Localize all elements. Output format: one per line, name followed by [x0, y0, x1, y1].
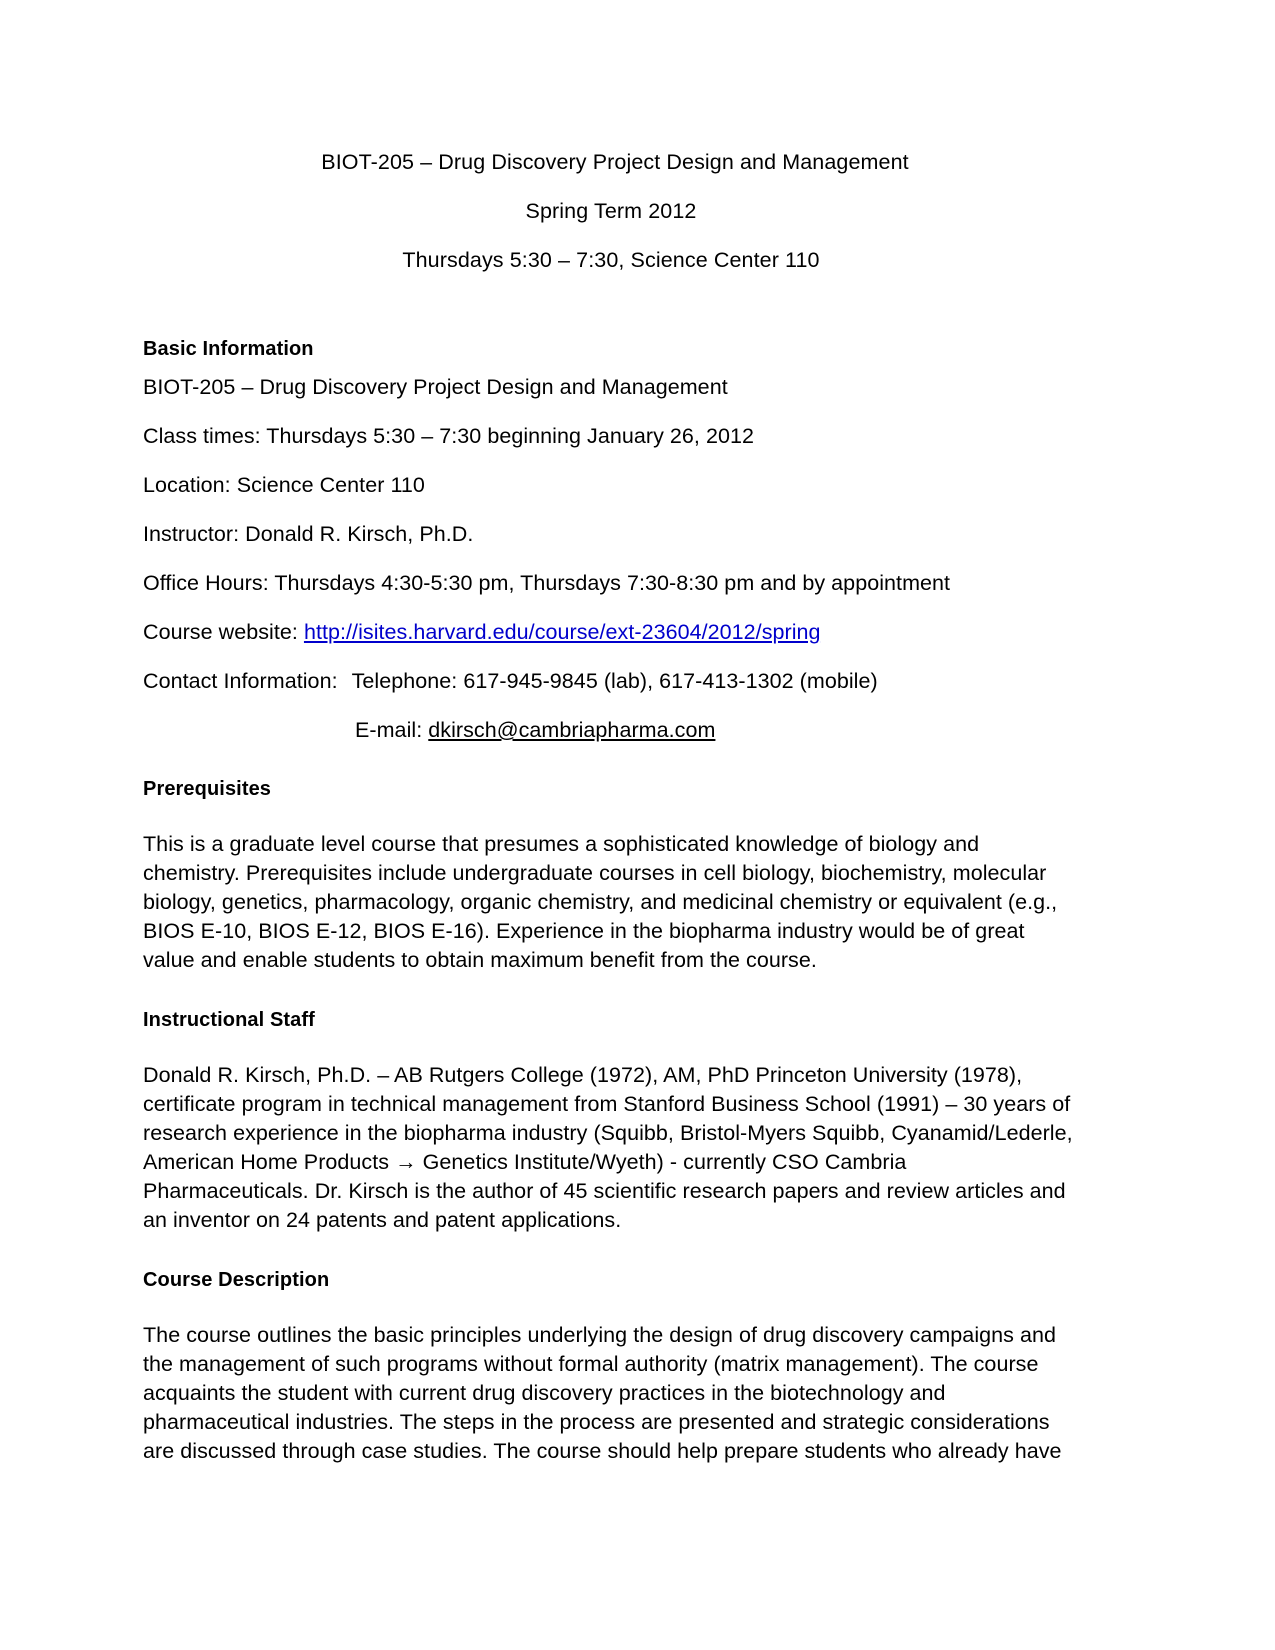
- title-body-spacer: [143, 285, 1073, 335]
- instructor-email-link[interactable]: dkirsch@cambriapharma.com: [428, 718, 716, 742]
- section-gap: [143, 755, 1073, 775]
- section-gap: [143, 975, 1073, 1006]
- document-title: BIOT-205 – Drug Discovery Project Design and Management: [321, 150, 909, 174]
- section-prerequisites: [143, 775, 1073, 975]
- heading-paragraph-gap: [143, 1294, 1073, 1321]
- section-course-description: [143, 1266, 1073, 1466]
- prerequisites-heading: Prerequisites: [143, 778, 272, 800]
- title-block: [143, 0, 1073, 285]
- course-description-heading: Course Description: [143, 1269, 330, 1291]
- document-subtitle-schedule: Thursdays 5:30 – 7:30, Science Center 110: [402, 248, 820, 272]
- contact-telephone: Telephone: 617-945-9845 (lab), 617-413-1302 (mobile): [351, 669, 878, 693]
- heading-paragraph-gap: [143, 1034, 1073, 1061]
- website-label: Course website:: [143, 620, 304, 644]
- basic-information-heading: Basic Information: [143, 338, 314, 360]
- contact-label: Contact Information:: [143, 669, 338, 693]
- basic-information-email-row: [143, 706, 1073, 755]
- prerequisites-paragraph: This is a graduate level course that presumes a sophisticated knowledge of biology and chemistry. Prerequisites include undergraduate courses in cell biology, biochemistry, molecular biology, genetics, pharmacology, organic chemistry, and medicinal chemistry or equivalent (e.g., BIOS E-10, BIOS E-12, BIOS E-16). Experience in the biopharma industry would be of great value and enable students to obtain maximum benefit from the course.: [143, 832, 1058, 972]
- instructional-staff-paragraph: Donald R. Kirsch, Ph.D. – AB Rutgers College (1972), AM, PhD Princeton University (1978), certificate program in technical management from Stanford Business School (1991) – 30 years of research experience in the biopharma industry (Squibb, Bristol-Myers Squibb, Cyanamid/Lederle, American Home Products → Genetics Institute/Wyeth) - currently CSO Cambria Pharmaceuticals. Dr. Kirsch is the author of 45 scientific research papers and review articles and an inventor on 24 patents and patent applications.: [143, 1063, 1073, 1232]
- basic-information-website-row: [143, 608, 1073, 657]
- basic-information-course-name: BIOT-205 – Drug Discovery Project Design and Management: [143, 375, 728, 399]
- basic-information-class-times: Class times: Thursdays 5:30 – 7:30 beginning January 26, 2012: [143, 424, 755, 448]
- section-gap: [143, 1235, 1073, 1266]
- basic-information-contact-row: [143, 657, 1073, 706]
- basic-information-instructor: Instructor: Donald R. Kirsch, Ph.D.: [143, 522, 474, 546]
- section-basic-information: [143, 335, 1073, 755]
- instructional-staff-heading: Instructional Staff: [143, 1009, 315, 1031]
- basic-information-heading-row: [143, 335, 1073, 363]
- email-label: E-mail:: [355, 718, 429, 742]
- section-instructional-staff: [143, 1006, 1073, 1235]
- basic-information-location: Location: Science Center 110: [143, 473, 425, 497]
- basic-information-office-hours: Office Hours: Thursdays 4:30-5:30 pm, Thursdays 7:30-8:30 pm and by appointment: [143, 571, 951, 595]
- document-content: [143, 0, 1073, 1466]
- document-subtitle-term: Spring Term 2012: [525, 199, 697, 223]
- course-description-paragraph: The course outlines the basic principles underlying the design of drug discovery campaigns and the management of such programs without formal authority (matrix management). The course acquaints the student with current drug discovery practices in the biotechnology and pharmaceutical industries. The steps in the process are presented and strategic considerations are discussed through case studies. The course should help prepare students who already have: [143, 1323, 1062, 1463]
- heading-paragraph-gap: [143, 803, 1073, 830]
- course-website-link[interactable]: http://isites.harvard.edu/course/ext-23604/2012/spring: [303, 620, 821, 644]
